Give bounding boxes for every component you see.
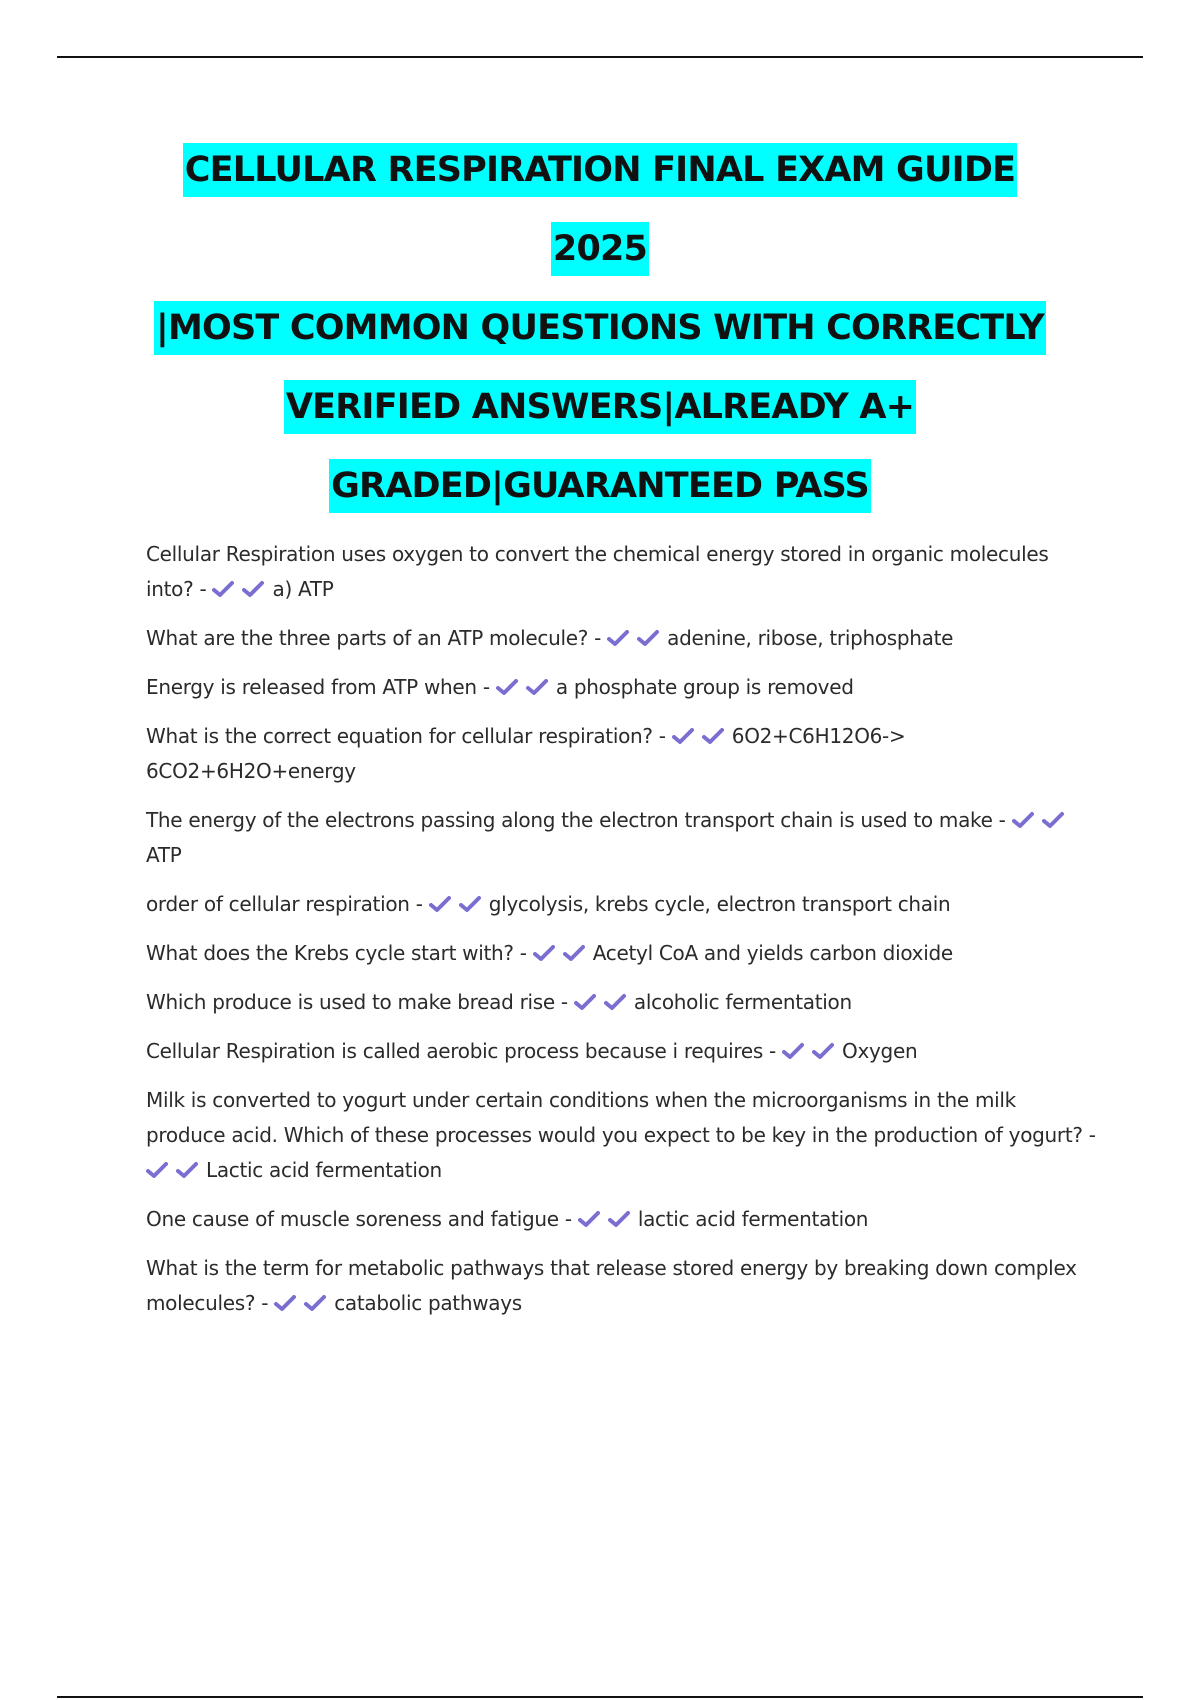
qa-item [146, 985, 1096, 1020]
checkmark-icon [672, 727, 694, 745]
checkmark-icon [702, 727, 724, 745]
separator: - [762, 1039, 783, 1063]
checkmark-icon [459, 895, 481, 913]
top-rule [57, 56, 1143, 58]
checkmark-icon [578, 1210, 600, 1228]
question-text: Milk is converted to yogurt under certain conditions when the microorganisms in the milk produce acid. Which of these processes would you expect to be key in the production of yogurt? [146, 1088, 1083, 1147]
checkmark-icon [533, 944, 555, 962]
qa-item [146, 803, 1096, 873]
qa-item [146, 936, 1096, 971]
separator: - [476, 675, 496, 699]
checkmark-icon [176, 1161, 198, 1179]
separator: - [255, 1291, 275, 1315]
checkmark-icon [812, 1042, 834, 1060]
answer-text: catabolic pathways [334, 1291, 522, 1315]
separator: - [652, 724, 672, 748]
separator: - [513, 941, 533, 965]
answer-text: a phosphate group is removed [555, 675, 854, 699]
checkmark-icon [274, 1294, 296, 1312]
answer-text: lactic acid fermentation [637, 1207, 869, 1231]
question-text: What is the correct equation for cellular respiration? [146, 724, 653, 748]
title-text: CELLULAR RESPIRATION FINAL EXAM GUIDE [183, 143, 1017, 197]
checkmark-icon [1012, 811, 1034, 829]
separator: - [193, 577, 213, 601]
answer-text: Oxygen [842, 1039, 918, 1063]
answer-text: ATP [146, 843, 182, 867]
title-text: 2025 [551, 222, 649, 276]
question-text: What are the three parts of an ATP molecule? [146, 626, 589, 650]
separator: - [554, 990, 574, 1014]
title-line [60, 301, 1140, 380]
checkmark-icon [782, 1042, 804, 1060]
question-text: What is the term for metabolic pathways that release stored energy by breaking down complex molecules? [146, 1256, 1077, 1315]
checkmark-icon [496, 678, 518, 696]
checkmark-icon [574, 993, 596, 1011]
question-text: Cellular Respiration uses oxygen to convert the chemical energy stored in organic molecules into? [146, 542, 1049, 601]
title-line [60, 222, 1140, 301]
question-text: Energy is released from ATP when [146, 675, 477, 699]
qa-item [146, 887, 1096, 922]
qa-item [146, 1083, 1096, 1188]
answer-text: alcoholic fermentation [633, 990, 852, 1014]
checkmark-icon [212, 580, 234, 598]
separator: - [409, 892, 429, 916]
question-text: What does the Krebs cycle start with? [146, 941, 514, 965]
question-text: Which produce is used to make bread rise [146, 990, 555, 1014]
answer-text: Lactic acid fermentation [206, 1158, 442, 1182]
title-text: VERIFIED ANSWERS|ALREADY A+ [284, 380, 916, 434]
separator: - [558, 1207, 578, 1231]
checkmark-icon [1042, 811, 1064, 829]
question-text: One cause of muscle soreness and fatigue [146, 1207, 559, 1231]
answer-text: 6O2+C6H12O6-> 6CO2+6H2O+energy [146, 724, 906, 783]
qa-item [146, 670, 1096, 705]
answer-text: a) ATP [272, 577, 334, 601]
bottom-rule [57, 1696, 1143, 1698]
checkmark-icon [526, 678, 548, 696]
checkmark-icon [146, 1161, 168, 1179]
checkmark-icon [429, 895, 451, 913]
checkmark-icon [608, 1210, 630, 1228]
answer-text: adenine, ribose, triphosphate [667, 626, 954, 650]
checkmark-icon [604, 993, 626, 1011]
checkmark-icon [304, 1294, 326, 1312]
qa-item [146, 1251, 1096, 1321]
answer-text: glycolysis, krebs cycle, electron transport chain [488, 892, 951, 916]
document-title [60, 143, 1140, 538]
answer-text: Acetyl CoA and yields carbon dioxide [592, 941, 953, 965]
title-text: GRADED|GUARANTEED PASS [329, 459, 871, 513]
checkmark-icon [637, 629, 659, 647]
qa-item [146, 537, 1096, 607]
question-text: Cellular Respiration is called aerobic process because i requires [146, 1039, 763, 1063]
qa-item [146, 1034, 1096, 1069]
checkmark-icon [242, 580, 264, 598]
question-text: order of cellular respiration [146, 892, 410, 916]
separator: - [992, 808, 1012, 832]
separator: - [1082, 1123, 1096, 1147]
separator: - [588, 626, 608, 650]
checkmark-icon [563, 944, 585, 962]
checkmark-icon [607, 629, 629, 647]
qa-item [146, 621, 1096, 656]
title-line [60, 380, 1140, 459]
title-line [60, 143, 1140, 222]
qa-item [146, 719, 1096, 789]
question-text: The energy of the electrons passing along the electron transport chain is used to make [146, 808, 993, 832]
qa-list [146, 537, 1096, 1335]
title-line [60, 459, 1140, 538]
title-text: |MOST COMMON QUESTIONS WITH CORRECTLY [154, 301, 1046, 355]
qa-item [146, 1202, 1096, 1237]
